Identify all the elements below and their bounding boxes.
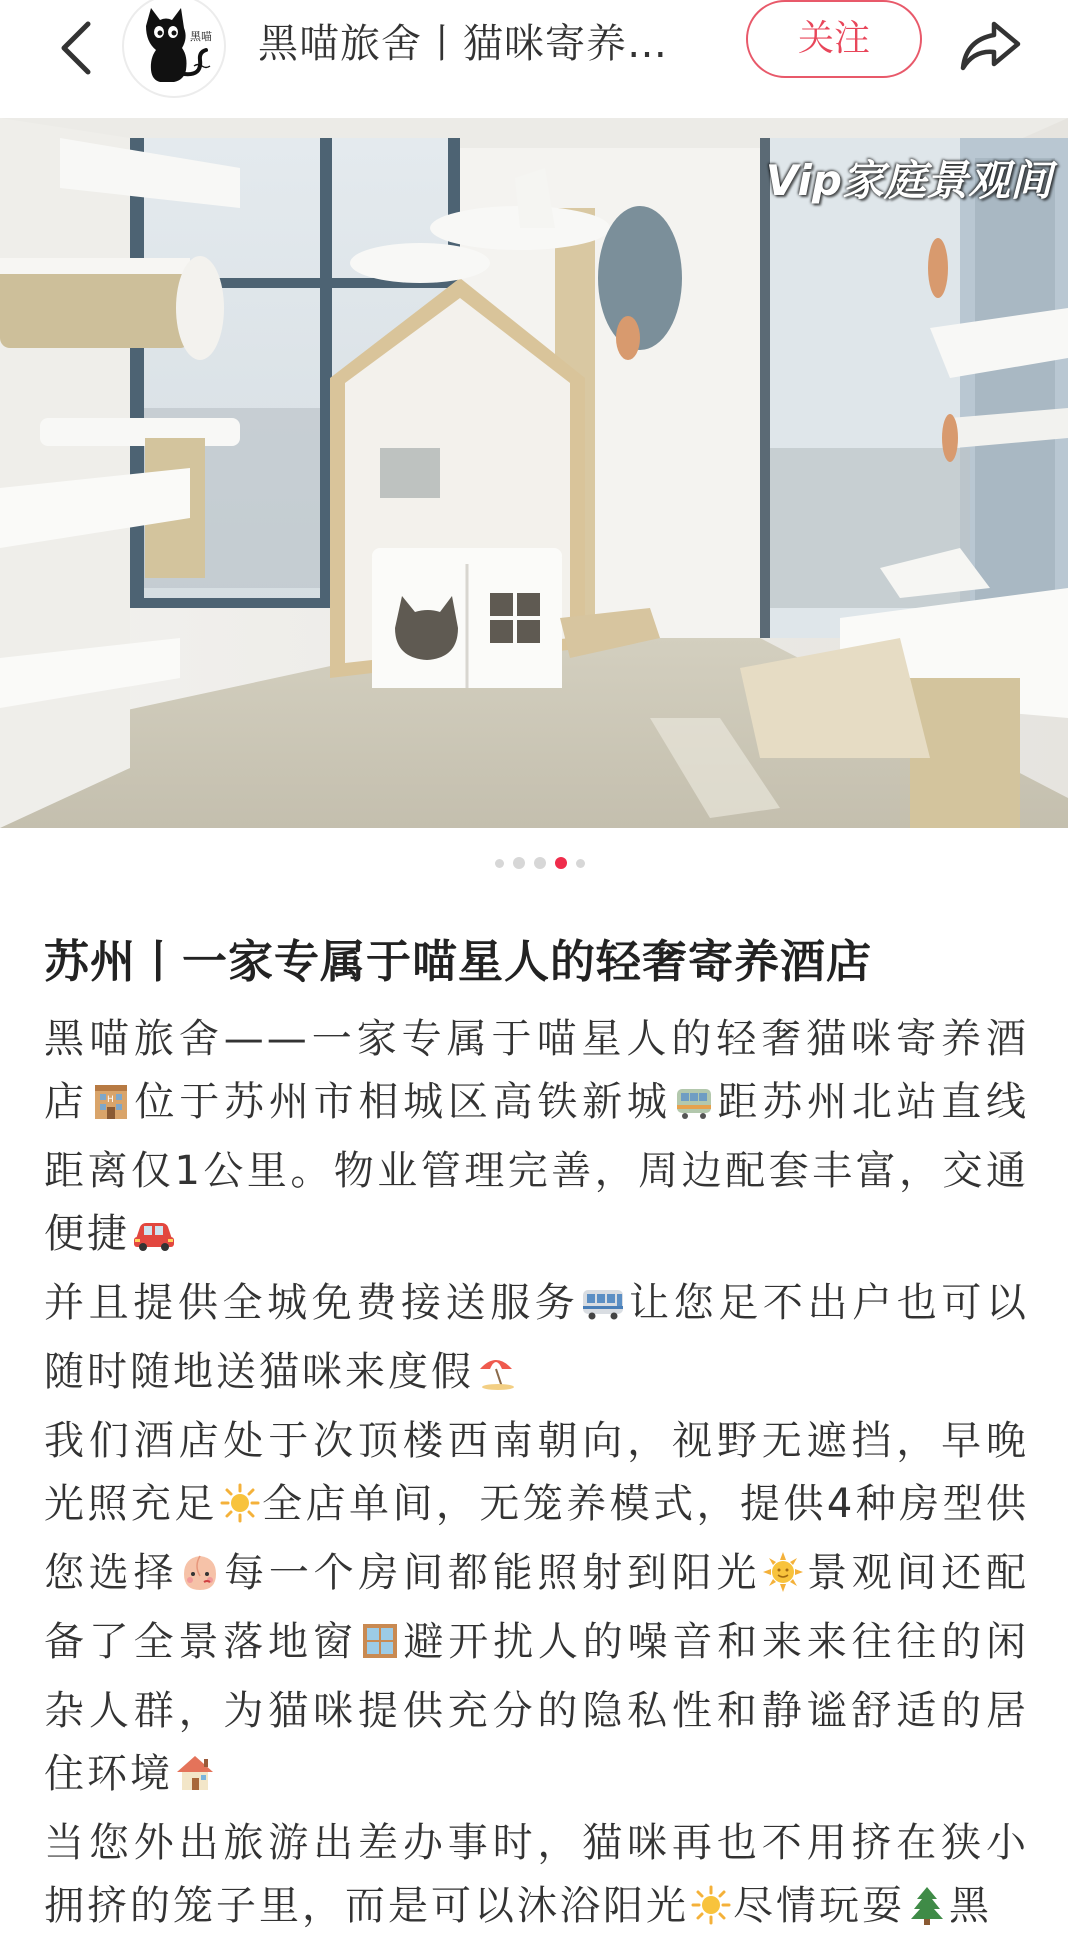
sun-face-icon: [763, 1548, 803, 1611]
house-icon: [175, 1749, 215, 1812]
train-icon: [674, 1077, 714, 1140]
post-paragraph-3: [44, 1410, 1029, 1812]
carousel-dot-1[interactable]: [495, 859, 504, 868]
sun-icon: [220, 1479, 260, 1542]
back-button[interactable]: [36, 8, 116, 88]
account-name[interactable]: 黑喵旅舍丨猫咪寄养…: [258, 21, 668, 67]
black-cat-logo-icon: [124, 0, 224, 96]
peach-face-icon: [180, 1548, 220, 1611]
post-text: 位于苏州市相城区高铁新城: [132, 1079, 672, 1125]
post-image-carousel[interactable]: [0, 118, 1068, 828]
cat-room-photo: [0, 118, 1068, 828]
beach-umbrella-icon: [476, 1347, 516, 1410]
post-text: 让您足不出户也可以随时随地送猫咪来度假: [44, 1280, 1030, 1395]
carousel-dot-3[interactable]: [534, 857, 546, 869]
hotel-icon: [91, 1077, 131, 1140]
svg-text:H: H: [106, 1095, 117, 1105]
post-text: 当您外出旅游出差办事时，猫咪再也不用挤在狭小拥挤的笼子里，而是可以沐浴阳光: [44, 1820, 1029, 1929]
post-text: 黑: [949, 1883, 992, 1929]
car-icon: [132, 1209, 176, 1272]
post-paragraph-1: [44, 1008, 1029, 1272]
sun-icon: [691, 1881, 731, 1944]
post-paragraph-4: [44, 1812, 1029, 1944]
share-arrow-icon: [958, 18, 1022, 74]
post-text: 尽情玩耍: [733, 1883, 905, 1929]
post-text: 景观间还配备了全景落地窗: [44, 1550, 1030, 1665]
carousel-dot-4-active[interactable]: [555, 857, 567, 869]
bus-icon: [581, 1278, 625, 1341]
post-text: 我们酒店处于次顶楼西南朝向，视野无遮挡，早晚光照充足: [44, 1418, 1029, 1527]
carousel-dot-2[interactable]: [513, 857, 525, 869]
avatar[interactable]: [122, 0, 226, 98]
post-paragraph-2: [44, 1272, 1029, 1410]
carousel-dot-5[interactable]: [576, 859, 585, 868]
follow-button[interactable]: 关注: [746, 0, 922, 78]
image-caption: Vip家庭景观间: [765, 156, 1052, 205]
top-bar: [0, 0, 1080, 118]
post-text: 每一个房间都能照射到阳光: [222, 1550, 762, 1596]
avatar-text: 黑喵: [190, 30, 212, 43]
window-icon: [360, 1617, 400, 1680]
chevron-left-icon: [54, 18, 98, 78]
post-body: [44, 1008, 1029, 1944]
post-text: 全店单间，无笼养模式，提供4种房型供您选择: [44, 1481, 1030, 1596]
post-text: 并且提供全城免费接送服务: [44, 1280, 580, 1326]
share-button[interactable]: [950, 6, 1030, 86]
post-text: 黑喵旅舍——一家专属于喵星人的轻奢猫咪寄养酒店: [44, 1016, 1029, 1125]
post-text: 距苏州北站直线距离仅1公里。物业管理完善，周边配套丰富，交通便捷: [44, 1079, 1030, 1257]
tree-icon: [907, 1881, 947, 1944]
post-text: 避开扰人的噪音和来来往往的闲杂人群，为猫咪提供充分的隐私性和静谧舒适的居住环境: [44, 1619, 1030, 1797]
post-title: 苏州丨一家专属于喵星人的轻奢寄养酒店: [44, 935, 873, 988]
carousel-indicator: [0, 852, 1080, 874]
